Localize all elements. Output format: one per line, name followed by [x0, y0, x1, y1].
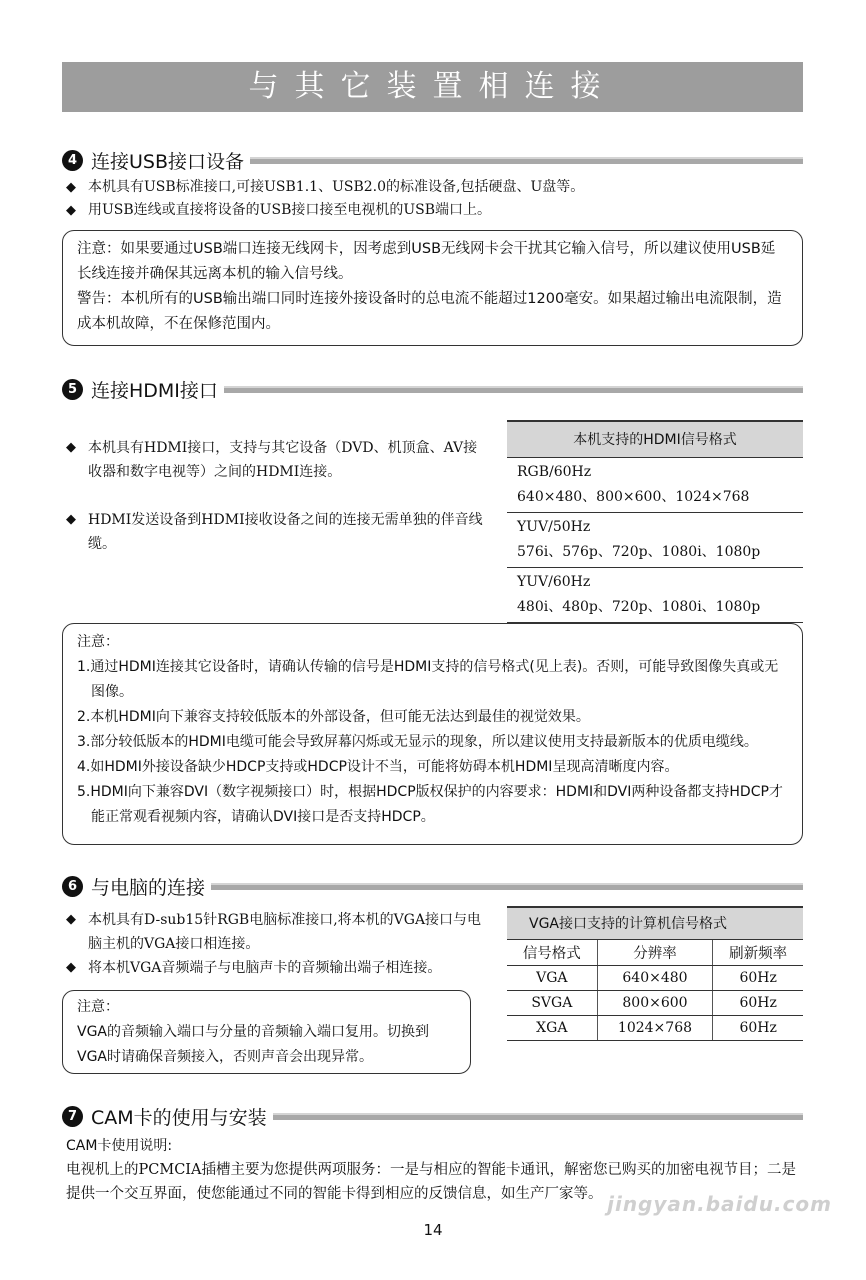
- column-header: 刷新频率: [713, 939, 803, 965]
- watermark: jingyan.baidu.com: [607, 1192, 832, 1216]
- notice-item: 1.通过HDMI连接其它设备时，请确认传输的信号是HDMI支持的信号格式(见上表)。否则，可能导致图像失真或无图像。: [77, 659, 779, 700]
- notice-item: 4.如HDMI外接设备缺少HDCP支持或HDCP设计不当，可能将妨碍本机HDMI呈现高清晰度内容。: [77, 759, 679, 775]
- list-item: ◆ HDMI发送设备到HDMI接收设备之间的连接无需单独的伴音线缆。: [64, 508, 489, 556]
- table-cell: 640×480: [597, 965, 713, 990]
- table-row: [507, 457, 803, 512]
- hdmi-notice-box: [62, 623, 803, 845]
- section-divider: [211, 883, 803, 890]
- pc-notice-text: VGA的音频输入端口与分量的音频输入端口复用。切换到VGA时请确保音频接入，否则声音会出现异常。: [77, 1024, 430, 1065]
- notice-item: 3.部分较低版本的HDMI电缆可能会导致屏幕闪烁或无显示的现象，所以建议使用支持最新版本的优质电缆线。: [77, 734, 758, 750]
- page-title: 与其它装置相连接: [62, 62, 803, 112]
- list-item: ◆ 将本机VGA音频端子与电脑声卡的音频输出端子相连接。: [64, 956, 492, 980]
- table-cell: 1024×768: [597, 1015, 713, 1040]
- list-item: ◆ 本机具有HDMI接口，支持与其它设备（DVD、机顶盒、AV接收器和数字电视等）之间的HDMI连接。: [64, 436, 489, 484]
- usb-section-title: 连接USB接口设备: [91, 150, 245, 173]
- pc-notice-title: 注意：: [77, 999, 119, 1015]
- cam-section-header: [62, 1104, 803, 1128]
- pc-bullet-list: [64, 908, 492, 980]
- column-header: 分辨率: [597, 939, 713, 965]
- cam-description: 电视机上的PCMCIA插槽主要为您提供两项服务：一是与相应的智能卡通讯，解密您已购买的加密电视节目；二是提供一个交互界面，使您能通过不同的智能卡得到相应的反馈信息，如生产厂家等。: [66, 1162, 796, 1202]
- usb-bullet-list: [64, 176, 804, 222]
- column-header: 信号格式: [507, 939, 597, 965]
- pc-section-title: 与电脑的连接: [91, 876, 206, 899]
- table-cell: 480i、480p、720p、1080i、1080p: [517, 598, 761, 615]
- table-caption: VGA接口支持的计算机信号格式: [507, 907, 803, 939]
- table-cell: SVGA: [507, 990, 597, 1015]
- table-row: [507, 1015, 803, 1040]
- cam-section-title: CAM卡的使用与安装: [91, 1106, 267, 1129]
- table-cell: XGA: [507, 1015, 597, 1040]
- list-item: ◆ 本机具有D-sub15针RGB电脑标准接口,将本机的VGA接口与电脑主机的VGA接口相连接。: [64, 908, 492, 956]
- table-cell: YUV/50Hz: [517, 518, 591, 535]
- table-cell: RGB/60Hz: [517, 463, 592, 480]
- notice-item: 5.HDMI向下兼容DVI（数字视频接口）时，根据HDCP版权保护的内容要求：HDMI和DVI两种设备都支持HDCP才能正常观看视频内容，请确认DVI接口是否支持HDCP。: [77, 784, 783, 825]
- pc-section-header: [62, 874, 803, 898]
- section-divider: [224, 386, 803, 393]
- table-row: [507, 512, 803, 567]
- section-number-badge: 6: [62, 876, 83, 897]
- list-item: ◆ 本机具有USB标准接口,可接USB1.1、USB2.0的标准设备,包括硬盘、U盘等。: [64, 176, 804, 199]
- usb-warning: 警告：本机所有的USB输出端口同时连接外接设备时的总电流不能超过1200毫安。如果超过输出电流限制，造成本机故障，不在保修范围内。: [77, 291, 782, 332]
- section-number-badge: 4: [62, 150, 83, 171]
- table-header: 本机支持的HDMI信号格式: [507, 421, 803, 457]
- hdmi-notice-title: 注意：: [77, 634, 119, 650]
- table-cell: VGA: [507, 965, 597, 990]
- usb-notice-box: [62, 230, 803, 346]
- hdmi-section-header: [62, 377, 803, 401]
- hdmi-section-title: 连接HDMI接口: [91, 379, 218, 402]
- usb-notice: 注意：如果要通过USB端口连接无线网卡，因考虑到USB无线网卡会干扰其它输入信号，所以建议使用USB延长线连接并确保其远离本机的输入信号线。: [77, 241, 776, 282]
- table-cell: 60Hz: [713, 990, 803, 1015]
- section-number-badge: 7: [62, 1106, 83, 1127]
- table-row: [507, 567, 803, 622]
- cam-subtitle: CAM卡使用说明:: [66, 1138, 173, 1154]
- table-cell: 60Hz: [713, 1015, 803, 1040]
- hdmi-bullet-list: [64, 436, 489, 556]
- table-cell: 60Hz: [713, 965, 803, 990]
- section-number-badge: 5: [62, 379, 83, 400]
- table-cell: YUV/60Hz: [517, 573, 591, 590]
- section-divider: [250, 157, 803, 164]
- section-divider: [273, 1113, 803, 1120]
- usb-section-header: [62, 148, 803, 172]
- table-row: [507, 990, 803, 1015]
- notice-item: 2.本机HDMI向下兼容支持较低版本的外部设备，但可能无法达到最佳的视觉效果。: [77, 709, 590, 725]
- hdmi-format-table: [507, 420, 803, 623]
- list-item: ◆ 用USB连线或直接将设备的USB接口接至电视机的USB端口上。: [64, 199, 804, 222]
- table-cell: 640×480、800×600、1024×768: [517, 488, 750, 505]
- page-number: 14: [423, 1221, 443, 1239]
- table-cell: 576i、576p、720p、1080i、1080p: [517, 543, 761, 560]
- vga-format-table: [507, 906, 803, 1041]
- pc-notice-box: [62, 990, 471, 1074]
- table-row: [507, 965, 803, 990]
- table-cell: 800×600: [597, 990, 713, 1015]
